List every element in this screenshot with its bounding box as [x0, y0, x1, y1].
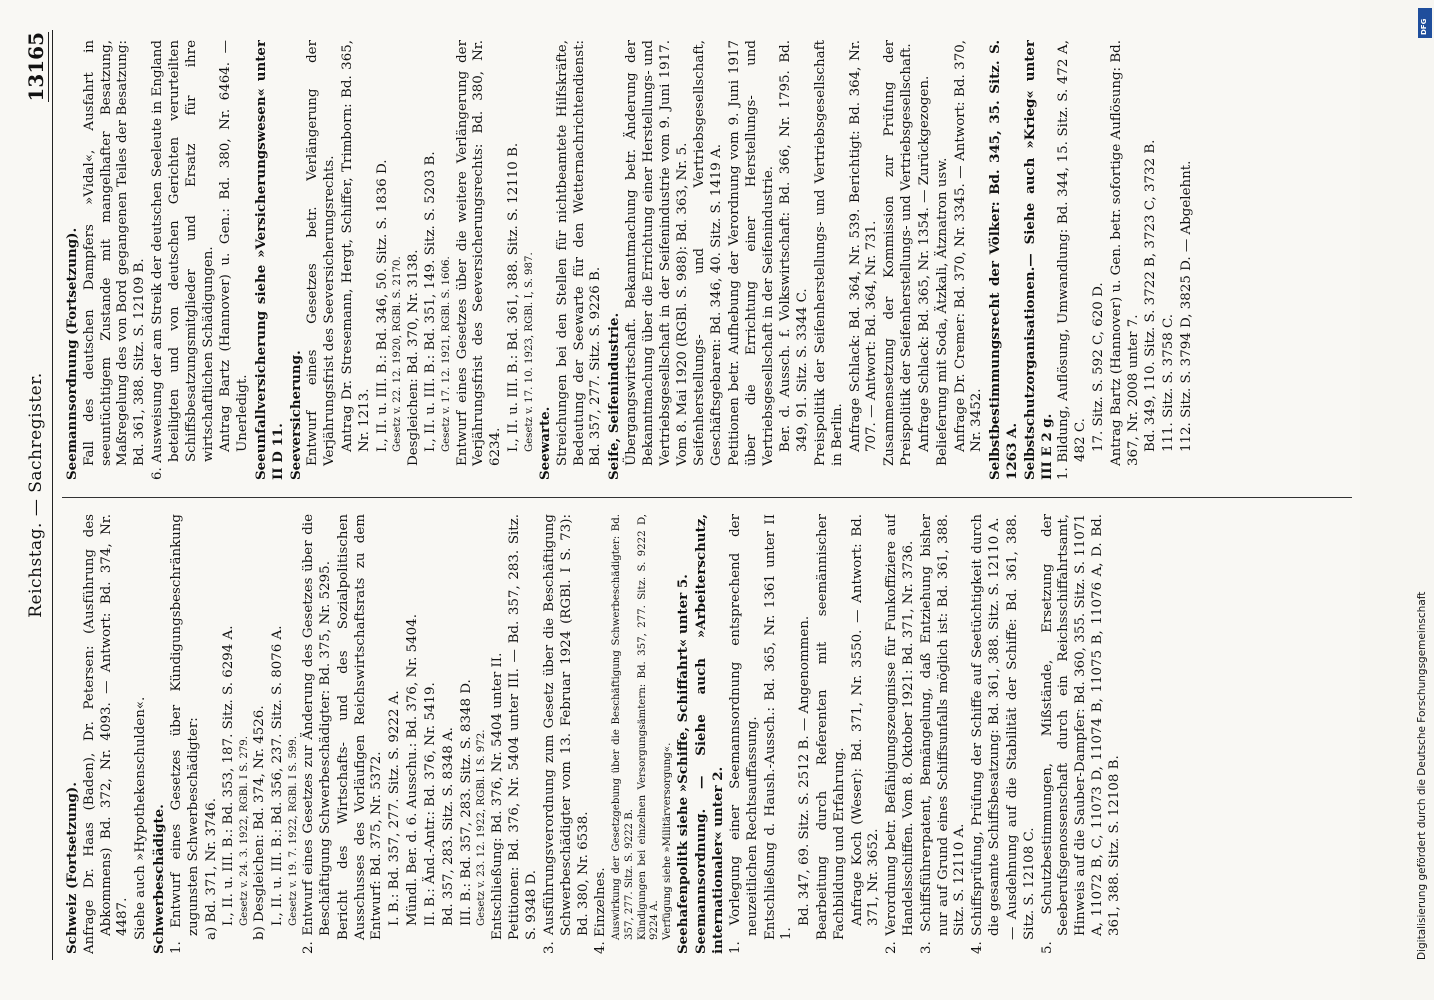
entry-line: Gesetz v. 24. 3. 1922, RGBl. I S. 279. [239, 735, 251, 926]
entry-line: I. B.: Bd. 357, 277. Sitz. S. 9222 A. [387, 690, 403, 926]
entry-line: 111. Sitz. S. 3758 C. [1161, 313, 1177, 452]
entry-line: Preispolitik der Seifenherstellungs- und Vertriebsgesellschaft in Berlin. [813, 40, 845, 466]
entry-heading: Schweiz (Fortsetzung). [64, 782, 80, 954]
entry-heading: Seife, Seifenindustrie. [606, 312, 623, 480]
entry-line: Antrag Dr. Stresemann, Hergt, Schiffer, Trimborn: Bd. 365, Nr. 1213. [340, 40, 372, 452]
entry-line: Entwurf eines Gesetzes über die weitere Verlängerung der Verjährungsfrist des Seeversicherungsrechts: Bd. 380, Nr. 6234. [454, 40, 504, 466]
entry-line: Anfrage Dr. Cremer: Bd. 370, Nr. 3345. — Antwort: Bd. 370, Nr. 3452. [952, 40, 985, 452]
entry-line: Bearbeitung durch Referenten mit seemännischer Fachbildung und Erfahrung. [814, 514, 847, 940]
entry-line: Bd. 349, 110. Sitz. S. 3722 B, 3723 C, 3732 B. [1143, 139, 1159, 452]
entry-heading: Seeunfallversicherung siehe »Versicherungswesen« unter II D 11. [252, 40, 286, 480]
entry-line: Anfrage Koch (Weser): Bd. 371, Nr. 3550. — Antwort: Bd. 371, Nr. 3652. [849, 514, 882, 926]
entry-line: Entschließung d. Haush.-Aussch.: Bd. 365, Nr. 1361 unter II 1. [762, 514, 795, 940]
entry-line: 4. Schiffsprüfung, Prüfung der Schiffe auf Seetüchtigkeit durch die gesamte Schiffsbesatzung: Bd. 361, 388. Sitz. S. 12110 A. [970, 514, 1003, 954]
page-header [22, 30, 53, 960]
entry-heading: Seeversicherung. [287, 350, 304, 480]
entry-line: Verfügung siehe »Militärversorgung«. [662, 742, 674, 940]
entry-line: Seifenherstellungs- und Vertriebsgesellschaft, Geschäftsgebaren: Bd. 346, 40. Sitz. S. 1419 A. [692, 40, 725, 466]
entry-line: I., II. u. III. B.: Bd. 351, 149. Sitz. S. 5203 B. [423, 151, 439, 452]
entry-line: II. B.: Änd.-Antr.: Bd. 376, Nr. 5419. [422, 682, 438, 926]
entry-line: Antrag Bartz (Hannover) u. Gen.: Bd. 380, Nr. 6464. — Unerledigt. [218, 40, 251, 452]
page-title: Reichstag. — Sachregister. [26, 372, 46, 618]
entry-line: Fall des deutschen Dampfers »Vidal«, Ausfahrt in seeuntüchtigem Zustande mit mangelhafter Besatzung, Maßregelung des von Bord gegangenen Teiles der Besatzung: Bd. 361, 388. Sitz. S. 12109 B. [81, 40, 148, 466]
entry-line: Anfrage Schlack: Bd. 364, Nr. 539. Berichtigt: Bd. 364, Nr. 707. — Antwort: Bd. 364, Nr. 731. [847, 40, 880, 452]
entry-line: 1. Bildung, Auflösung, Umwandlung: Bd. 344, 15. Sitz. S. 472 A, 482 C. [1056, 40, 1089, 480]
entry-heading: Seehafenpolitk siehe »Schiffe, Schiffahrt« unter 5. [675, 574, 692, 954]
entry-line: Gesetz v. 23. 12. 1922, RGBl. I S. 972. [476, 729, 488, 926]
entry-line: 17. Sitz. S. 592 C, 620 D. [1091, 282, 1107, 452]
entry-line: 4. Einzelnes. [593, 867, 609, 954]
entry-line: Gesetz v. 17. 12. 1921, RGBl. S. 1606. [441, 256, 453, 452]
page-number: 13165 [24, 32, 48, 102]
entry-line: 2. Verordnung betr. Befähigungszeugnisse für Funkoffiziere auf Handelsschiffen. Vom 8. Oktober 1921: Bd. 371, Nr. 3736. [884, 514, 916, 954]
entry-line: Desgleichen: Bd. 370, Nr. 3138. [405, 249, 421, 466]
entry-line: Gesetz v. 19. 7. 1922, RGBl. I S. 599. [287, 735, 299, 926]
entry-line: 112. Sitz. S. 3794 D, 3825 D. — Abgelehnt. [1179, 160, 1195, 452]
entry-line: I., II. u. III. B.: Bd. 346, 50. Sitz. S. 1836 D. [374, 159, 390, 452]
entry-line: Auswirkung der Gesetzgebung über die Beschäftigung Schwerbeschädigter: Bd. 357, 277. Sitz. S. 9222 B. [611, 514, 635, 940]
dfg-logo-text: DFG [1420, 18, 1428, 35]
entry-line: Bd. 357, 283. Sitz. S. 8348 A. [440, 727, 456, 926]
entry-line: Entwurf eines Gesetzes betr. Verlängerung der Verjährungsfrist des Seeversicherungsrechts. [305, 40, 338, 466]
entry-line: Zusammensetzung der Kommission zur Prüfung der Preispolitik der Seifenherstellungs- und Vertriebsgesellschaft. [882, 40, 915, 466]
entry-line: Anfrage Schlack: Bd. 365, Nr. 1354. — Zurückgezogen. [916, 75, 932, 452]
digitization-note-text: Digitalisierung gefördert durch die Deutsche Forschungsgemeinschaft [1416, 591, 1428, 960]
entry-line: Bd. 347, 69. Sitz. S. 2512 B. — Angenommen. [797, 615, 813, 926]
entry-heading: Seemannsordnung. — Siehe auch »Arbeiterschutz, internationaler« unter 2. [693, 514, 727, 954]
entry-line: Ber. d. Aussch. f. Volkswirtschaft: Bd. 366, Nr. 1795. Bd. 349, 91. Sitz. S. 3344 C. [778, 40, 811, 452]
entry-line: Kündigungen bei einzelnen Versorgungsämtern: Bd. 357, 277. Sitz. S. 9222 D, 9224 A. [636, 514, 660, 940]
entry-line: 6. Ausweisung der am Streik der deutschen Seeleute in England beteiligten und von deutschen Gerichten verurteilten Schiffsbesatzungsmitglieder und Ersatz für ihre wirtschaftlichen Schädigungen. [150, 40, 216, 480]
entry-line: Gesetz v. 17. 10. 1923, RGBl. I, S. 987. [523, 252, 535, 452]
entry-line: Mündl. Ber. d. 6. Ausschu.: Bd. 376, Nr. 5404. [405, 614, 421, 926]
entry-heading: Seewarte. [537, 406, 554, 480]
entry-line: Bericht des Wirtschafts- und des Sozialpolitischen Ausschusses des Vorläufigen Reichswirtschaftsrats zu dem Entwurf: Bd. 375, Nr. 5372. [335, 514, 385, 940]
entry-line: — Ausdehnung auf die Stabilität der Schiffe: Bd. 361, 388. Sitz. S. 12108 C. [1004, 514, 1037, 940]
entry-line: 1. Vorlegung einer Seemannsordnung entsprechend der neuzeitlichen Rechtsauffassung. [727, 514, 760, 954]
entry-line: 1. Entwurf eines Gesetzes über Kündigungsbeschränkung zugunsten Schwerbeschädigter: [168, 514, 201, 954]
entry-line: Antrag Bartz (Hannover) u. Gen. betr. sofortige Auflösung: Bd. 367, Nr. 2008 unter 7. [1108, 40, 1141, 466]
entry-line: Übergangswirtschaft. Bekanntmachung betr. Änderung der Bekanntmachung über die Errichtung einer Herstellungs- und Vertriebsgesellschaft in der Seifenindustrie vom 9. Juni 1917. Vom 8. Mai 1920 (RGBl. S. 988): Bd. 363, Nr. 5. [624, 40, 690, 466]
entry-line: Gesetz v. 22. 12. 1920, RGBl. S. 2170. [392, 256, 404, 452]
entry-heading: Seemannsordnung (Fortsetzung). [64, 227, 80, 480]
entry-line: 5. Schutzbestimmungen, Mißstände, Ersetzung der Seeberufsgenossenschaft durch ein Reichsschiffahrtsamt, Hinweis auf die Sauber-Dampfer: Bd. 360, 355. Sitz. S. 11071 A, 11072 B, C, 11073 D, 11074 B, 11075 B, 11076 A, D. Bd. 361, 388. Sitz. S. 12108 B. [1039, 514, 1122, 954]
dfg-logo [1418, 8, 1432, 38]
entry-line: I., II. u. III. B.: Bd. 356, 237. Sitz. S. 8076 A. [270, 625, 286, 926]
entry-line: Entschließung: Bd. 376, Nr. 5404 unter II. [489, 652, 505, 940]
entry-line: 3. Schiffsführerpatent, Bemängelung, daß Entziehung bisher nur auf Grund eines Schiffsunfalls möglich ist: Bd. 361, 388. Sitz. S. 12110 A. [918, 514, 968, 954]
entry-line: III. B.: Bd. 357, 283. Sitz. S. 8348 D. [458, 679, 474, 926]
entry-heading: Selbstbestimmungsrecht der Völker: Bd. 345, 35. Sitz. S. 1263 A. [987, 40, 1020, 480]
entry-line: Belieferung mit Soda, Ätzkali, Ätznatron usw. [934, 157, 950, 466]
entry-heading: Schwerbeschädigte. [151, 804, 168, 954]
right-column [64, 40, 1354, 480]
column-divider [62, 497, 1352, 498]
entry-line: Anfrage Dr. Haas (Baden), Dr. Petersen: (Ausführung des Abkommens) Bd. 372, Nr. 4093. — Antwort: Bd. 374, Nr. 4487. [81, 514, 131, 954]
entry-line: 3. Ausführungsverordnung zum Gesetz über die Beschäftigung Schwerbeschädigter vom 13. Februar 1924 (RGBl. I S. 73): Bd. 380, Nr. 6538. [542, 514, 591, 954]
entry-line: b) Desgleichen: Bd. 374, Nr. 4526. [252, 705, 268, 940]
entry-line: 2. Entwurf eines Gesetzes zur Änderung des Gesetzes über die Beschäftigung Schwerbeschädigter: Bd. 375, Nr. 5295. [301, 514, 334, 954]
entry-line: I., II. u. III. B.: Bd. 353, 187. Sitz. S. 6294 A. [221, 625, 237, 926]
entry-line: I., II. u. III. B.: Bd. 361, 388. Sitz. S. 12110 B. [505, 142, 521, 452]
entry-line: a) Bd. 371, Nr. 3746. [203, 798, 219, 940]
entry-line: Streichungen bei den Stellen für nichtbeamtete Hilfskräfte, Bedeutung der Seewarte für den Wetternachrichtendienst: Bd. 357, 277. Sitz. S. 9226 B. [554, 40, 604, 466]
entry-line: Petitionen: Bd. 376, Nr. 5404 unter III. — Bd. 357, 283. Sitz. S. 9348 D. [507, 514, 540, 940]
left-column [64, 514, 1354, 954]
entry-heading: Selbstschutzorganisationen.— Siehe auch »Krieg« unter III E 2 g. [1021, 40, 1055, 480]
entry-line: Siehe auch »Hypothekenschulden«. [133, 696, 149, 940]
entry-line: Petitionen betr. Aufhebung der Verordnung vom 9. Juni 1917 über die Errichtung einer Herstellungs- und Vertriebsgesellschaft in der Seifenindustrie. [726, 40, 776, 466]
digitization-note [1406, 0, 1434, 1000]
